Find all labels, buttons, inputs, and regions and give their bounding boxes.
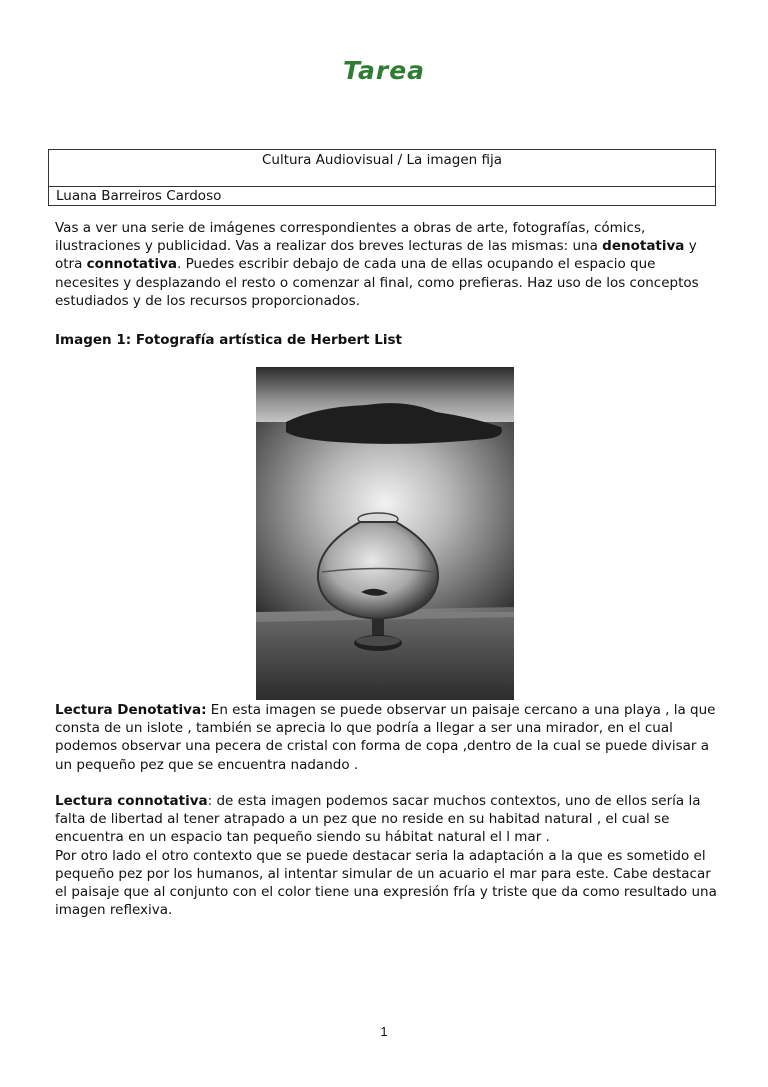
connotative-text-1: : de esta imagen podemos sacar muchos contextos, uno de ellos sería la falta de libertad al tener atrapado a un pez que no reside en su habitad natural , el cual se encuentra en un espacio tan pequeño siendo su hábitat natural el l mar . (55, 793, 701, 846)
intro-text-2: y otra (55, 238, 697, 273)
header-table (48, 149, 716, 206)
image-heading: Imagen 1: Fotografía artística de Herbert List (55, 332, 402, 348)
page-number: 1 (380, 1024, 388, 1039)
denotative-reading (55, 701, 720, 774)
intro-paragraph (55, 219, 720, 310)
herbert-list-photograph (256, 367, 514, 700)
intro-text-3: . Puedes escribir debajo de cada una de ellas ocupando el espacio que necesites y desplazando el resto o comenzar al final, como prefieras. Haz uso de los conceptos estudiados y de los recursos proporcionados. (55, 256, 699, 309)
connotative-reading (55, 792, 720, 919)
intro-bold-denotativa: denotativa (602, 238, 685, 255)
course-title: Cultura Audiovisual / La imagen fija (49, 150, 715, 187)
connotative-label: Lectura connotativa (55, 793, 208, 809)
intro-bold-connotativa: connotativa (86, 256, 177, 273)
document-title: Tarea (342, 56, 426, 85)
photo-svg (256, 367, 514, 700)
denotative-label: Lectura Denotativa: (55, 702, 207, 718)
student-name: Luana Barreiros Cardoso (56, 188, 222, 204)
intro-text-1: Vas a ver una serie de imágenes correspondientes a obras de arte, fotografías, cómics, ilustraciones y publicidad. Vas a realizar dos breves lecturas de las mismas: una (55, 220, 646, 255)
denotative-text: En esta imagen se puede observar un paisaje cercano a una playa , la que consta de un islote , también se aprecia lo que podría a llegar a ser una mirador, en el cual podemos observar una pecera de cristal con forma de copa ,dentro de la cual se puede divisar a un pequeño pez que se encuentra nadando . (55, 702, 716, 773)
connotative-text-2: Por otro lado el otro contexto que se puede destacar seria la adaptación a la que es sometido el pequeño pez por los humanos, al intentar simular de un acuario el mar para este. Cabe destacar el paisaje que al conjunto con el color tiene una expresión fría y triste que da como resultado una imagen reflexiva. (55, 847, 717, 919)
